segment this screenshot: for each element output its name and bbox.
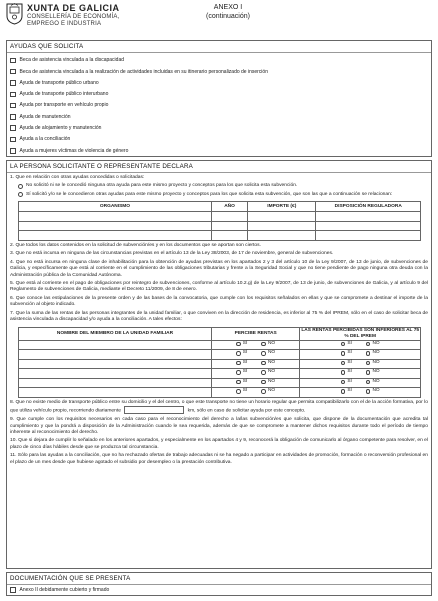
receives-income-cell (211, 340, 299, 350)
aid-option-label: Ayuda a mujeres víctimas de violencia de género (19, 147, 129, 154)
below-iprem-no-option[interactable] (366, 388, 380, 394)
below-iprem-no-option[interactable] (366, 369, 380, 375)
aid-option[interactable] (10, 145, 428, 156)
aid-option[interactable] (10, 77, 428, 88)
receives-income-yes-radio[interactable] (236, 389, 241, 394)
receives-income-yes-label: SÍ (242, 369, 248, 375)
table-cell[interactable] (248, 212, 316, 222)
aid-checkbox[interactable] (10, 137, 16, 143)
receives-income-no-label: NO (267, 369, 276, 375)
table-row (19, 231, 421, 241)
aid-checkbox[interactable] (10, 92, 16, 98)
receives-income-yes-radio[interactable] (236, 342, 241, 347)
aid-option[interactable] (10, 100, 428, 111)
aid-option[interactable] (10, 111, 428, 122)
col-organismo: ORGANISMO (19, 202, 212, 212)
declaration-item-9: 9. Que cumple con los requisitos necesarios en cada caso para el reconocimiento del derecho a la/las subvención/es que solicita, que dispone de la documentación que acredita tal cumplimiento y que la pondrá a disposición de la Administración cuando le sea requerida, además de que se compromete a mantener dichos requisitos durante todo el período de tiempo inherente al reconocimiento del derecho. (10, 417, 428, 435)
receives-income-no-option[interactable] (261, 379, 275, 385)
below-iprem-no-label: NO (372, 378, 380, 384)
member-name-cell[interactable] (19, 369, 212, 379)
below-iprem-no-radio[interactable] (366, 351, 371, 356)
below-iprem-no-label: NO (372, 369, 380, 375)
family-income-table (18, 327, 421, 398)
receives-income-yes-option[interactable] (236, 369, 247, 375)
receives-income-no-option[interactable] (261, 350, 275, 356)
documentation-section-title: DOCUMENTACIÓN QUE SE PRESENTA (7, 573, 431, 585)
receives-income-no-label: NO (267, 340, 276, 346)
declaration-item-10: 10. Que si dejara de cumplir lo señalado en los anteriores apartados, y especialmente en los apartados 4 y 9, reconocerá la obligación de comunicarlo al órgano competente para resolver, en el plazo de cinco días hábiles desde que se produzca tal circunstancia. (10, 438, 428, 450)
aid-option-label: Beca de asistencia vinculada a la realización de actividades incluidas en su itinerario personalizado de inserción (19, 68, 268, 75)
below-iprem-yes-option[interactable] (341, 388, 352, 394)
below-iprem-yes-option[interactable] (341, 360, 352, 366)
receives-income-no-label: NO (267, 388, 276, 394)
table-row (19, 212, 421, 222)
below-iprem-no-radio[interactable] (366, 389, 371, 394)
receives-income-yes-option[interactable] (236, 360, 247, 366)
receives-income-yes-option[interactable] (236, 379, 247, 385)
below-iprem-yes-label: SÍ (347, 340, 352, 346)
table-cell[interactable] (316, 221, 421, 231)
receives-income-yes-label: SÍ (242, 378, 248, 384)
receives-income-yes-radio[interactable] (236, 380, 241, 385)
below-iprem-no-label: NO (372, 350, 380, 356)
below-iprem-yes-option[interactable] (341, 369, 352, 375)
col-ano: AÑO (211, 202, 247, 212)
declaration-item-6: 6. Que conoce las estipulaciones de la presente orden y de las bases de la convocatoria, que cumple con los requisitos señalados en ellas y que se compromete a destinar el importe de la subvención al objeto indicado. (10, 295, 428, 308)
member-name-cell[interactable] (19, 388, 212, 398)
col-member-name: NOMBRE DEL MIEMBRO DE LA UNIDAD FAMILIAR (19, 327, 212, 340)
annex-title: ANEXO I (213, 4, 243, 11)
daily-km-input[interactable] (124, 406, 184, 414)
declaration-item-8 (10, 400, 428, 415)
table-cell[interactable] (211, 212, 247, 222)
logo-sub-text-2: EMPREGO E INDUSTRIA (27, 21, 102, 28)
below-iprem-yes-label: SÍ (347, 350, 352, 356)
option-yes-other-aid-radio[interactable] (18, 192, 23, 197)
documentation-item-label: Anexo II debidamente cubierto y firmado (19, 586, 110, 593)
aid-checkbox[interactable] (10, 125, 16, 131)
aids-section (6, 40, 432, 157)
below-iprem-no-label: NO (372, 340, 380, 346)
receives-income-no-option[interactable] (261, 360, 275, 366)
member-name-cell[interactable] (19, 350, 212, 360)
receives-income-no-label: NO (267, 378, 276, 384)
below-iprem-yes-radio[interactable] (341, 389, 346, 394)
receives-income-cell (211, 388, 299, 398)
receives-income-no-radio[interactable] (261, 380, 266, 385)
col-disposicion: DISPOSICIÓN REGULADORA (316, 202, 421, 212)
table-row (19, 388, 421, 398)
option-no-other-aid-radio[interactable] (18, 184, 23, 189)
option-yes-other-aid[interactable] (18, 192, 428, 198)
aid-checkbox[interactable] (10, 103, 16, 109)
below-iprem-cell (300, 340, 421, 350)
receives-income-cell (211, 378, 299, 388)
table-cell[interactable] (19, 231, 212, 241)
below-iprem-no-label: NO (372, 359, 380, 365)
receives-income-no-radio[interactable] (261, 361, 266, 366)
option-yes-other-aid-label: Sí solicitó y/o se le concedieron otras ayudas para este mismo proyecto y conceptos para los que solicita esta subvención, que son las que a continuación se relacionan: (26, 191, 393, 197)
table-cell[interactable] (211, 221, 247, 231)
below-iprem-no-option[interactable] (366, 379, 380, 385)
receives-income-yes-label: SÍ (242, 350, 248, 356)
option-no-other-aid-label: No solicitó ni se le concedió ninguna otra ayuda para este mismo proyecto y conceptos para los que solicita esta subvención. (26, 183, 298, 189)
aid-option[interactable] (10, 89, 428, 100)
declaration-item-7: 7. Que la suma de las rentas de las personas integrantes de la unidad familiar, o que conviven en la dirección de residencia, es inferior al 75 % del IPREM, sólo en el caso de solicitar beca de asistencia vinculada a discapacidad y/o ayuda a la conciliación. A tales efectos: (10, 310, 428, 323)
below-iprem-no-label: NO (372, 388, 380, 394)
below-iprem-yes-radio[interactable] (341, 370, 346, 375)
receives-income-cell (211, 369, 299, 379)
table-cell[interactable] (211, 231, 247, 241)
receives-income-cell (211, 350, 299, 360)
aid-option-label: Ayuda a la conciliación (19, 136, 71, 143)
below-iprem-yes-radio[interactable] (341, 351, 346, 356)
declaration-item-5: 5. Que está al corriente en el pago de obligaciones por reintegro de subvenciones, conforme al artículo 10.2.g) de la Ley 9/2007, de 13 de junio, de subvenciones de Galicia, y al artículo 9 del Reglamento de subvenciones de Galicia, mediante el Decreto 11/2009, de 8 de enero. (10, 281, 428, 293)
table-row (19, 369, 421, 379)
table-cell[interactable] (316, 212, 421, 222)
logo-main-text: XUNTA DE GALICIA (27, 3, 120, 13)
declaration-item-4: 4. Que no está incursa en ninguna clase de inhabilitación para la obtención de ayudas previstas en los apartados 2 y 3 del artículo 10 de la Ley 9/2007, de 13 de junio, de subvenciones de Galicia, y específicamente que está al corriente en el cumplimiento de las obligaciones tributarias y frente a la Seguridad Social y que no tiene pendiente de pago ninguna otra deuda con la Administración pública de la Comunidad Autónoma. (10, 259, 428, 278)
table-cell[interactable] (19, 221, 212, 231)
below-iprem-yes-radio[interactable] (341, 342, 346, 347)
receives-income-no-radio[interactable] (261, 342, 266, 347)
receives-income-yes-label: SÍ (242, 340, 248, 346)
declaration-section (6, 160, 432, 569)
aid-checkbox[interactable] (10, 58, 16, 64)
other-aids-table (18, 201, 421, 241)
aid-checkbox[interactable] (10, 148, 16, 154)
xunta-logo (6, 3, 120, 28)
below-iprem-yes-radio[interactable] (341, 380, 346, 385)
documentation-section (6, 572, 432, 596)
receives-income-yes-radio[interactable] (236, 351, 241, 356)
aid-option-label: Ayuda de manutención (19, 113, 71, 120)
table-row (19, 359, 421, 369)
below-iprem-cell (300, 350, 421, 360)
below-iprem-yes-label: SÍ (347, 369, 352, 375)
below-iprem-no-radio[interactable] (366, 380, 371, 385)
option-no-other-aid[interactable] (18, 183, 428, 189)
receives-income-no-label: NO (267, 359, 276, 365)
aids-checkbox-list (7, 53, 431, 157)
logo-sub-text-1: CONSELLERÍA DE ECONOMÍA, (27, 14, 120, 21)
declaration-item-1: 1. Que en relación con otras ayudas concedidas o solicitadas: (10, 174, 145, 180)
annex-heading (188, 3, 268, 21)
declaration-item-8-text: 8. Que no existe medio de transporte público entre su domicilio y el del centro, o que este transporte no tiene un horario regular que permita compatibilizarlo con el de la acción formativa, por lo que utiliza vehículo propio, recorriendo diariamente (10, 399, 428, 414)
receives-income-no-option[interactable] (261, 341, 275, 347)
table-cell[interactable] (248, 221, 316, 231)
table-row (19, 350, 421, 360)
below-iprem-yes-option[interactable] (341, 379, 352, 385)
receives-income-cell (211, 359, 299, 369)
below-iprem-yes-label: SÍ (347, 388, 352, 394)
declaration-item-2: 2. Que todos los datos contenidos en la solicitud de subvención/es y en los documentos que se aportan son ciertos. (10, 242, 261, 248)
receives-income-no-radio[interactable] (261, 351, 266, 356)
member-name-cell[interactable] (19, 359, 212, 369)
aid-option-label: Ayuda de alojamiento y manutención (19, 125, 102, 132)
table-row (19, 221, 421, 231)
below-iprem-yes-label: SÍ (347, 359, 352, 365)
aid-option[interactable] (10, 134, 428, 145)
table-cell[interactable] (316, 231, 421, 241)
below-iprem-no-radio[interactable] (366, 342, 371, 347)
aid-option-label: Ayuda de transporte público interurbano (19, 91, 109, 98)
below-iprem-cell (300, 388, 421, 398)
below-iprem-yes-option[interactable] (341, 350, 352, 356)
page-header (6, 3, 432, 33)
below-iprem-no-radio[interactable] (366, 361, 371, 366)
receives-income-yes-radio[interactable] (236, 361, 241, 366)
annex-subtitle: (continuación) (206, 13, 250, 21)
receives-income-yes-option[interactable] (236, 341, 247, 347)
below-iprem-no-option[interactable] (366, 360, 380, 366)
below-iprem-yes-radio[interactable] (341, 361, 346, 366)
below-iprem-no-radio[interactable] (366, 370, 371, 375)
aid-option[interactable] (10, 123, 428, 134)
receives-income-yes-option[interactable] (236, 388, 247, 394)
aid-option-label: Ayuda de transporte público urbano (19, 79, 99, 86)
col-receives-income: PERCIBE RENTAS (211, 327, 299, 340)
table-row (19, 378, 421, 388)
declaration-item-11: 11. Sólo para las ayudas a la conciliación, que no ha rechazado ofertas de trabajo adecuadas ni se ha negado a participar en actividades de promoción, formación o reconversión profesional en el plazo de un mes desde que hubiese agotado el subsidio por desempleo o la prestación contributiva. (10, 453, 428, 465)
galicia-shield-icon (6, 3, 23, 25)
table-row (19, 340, 421, 350)
receives-income-yes-label: SÍ (242, 388, 248, 394)
aid-option[interactable] (10, 55, 428, 66)
aid-checkbox[interactable] (10, 114, 16, 120)
aid-option-label: Beca de asistencia vinculada a la discapacidad (19, 57, 125, 64)
declaration-item-3: 3. Que no está incursa en ninguna de las circunstancias previstas en el artículo 13 de la Ley 38/2003, de 17 de noviembre, general de subvenciones. (10, 251, 334, 257)
member-name-cell[interactable] (19, 378, 212, 388)
aid-checkbox[interactable] (10, 69, 16, 75)
receives-income-no-radio[interactable] (261, 389, 266, 394)
aids-section-title: AYUDAS QUE SOLICITA (7, 41, 431, 53)
receives-income-yes-label: SÍ (242, 359, 248, 365)
table-cell[interactable] (248, 231, 316, 241)
below-iprem-cell (300, 378, 421, 388)
below-iprem-no-option[interactable] (366, 350, 380, 356)
table-cell[interactable] (19, 212, 212, 222)
aid-option[interactable] (10, 66, 428, 77)
receives-income-yes-option[interactable] (236, 350, 247, 356)
member-name-cell[interactable] (19, 340, 212, 350)
receives-income-no-label: NO (267, 350, 276, 356)
below-iprem-yes-label: SÍ (347, 378, 352, 384)
below-iprem-cell (300, 359, 421, 369)
col-importe: IMPORTE (€) (248, 202, 316, 212)
documentation-item[interactable] (7, 585, 431, 595)
receives-income-no-radio[interactable] (261, 370, 266, 375)
aid-checkbox[interactable] (10, 80, 16, 86)
receives-income-no-option[interactable] (261, 369, 275, 375)
aid-option-label: Ayuda por transporte en vehículo propio (19, 102, 109, 109)
below-iprem-no-option[interactable] (366, 341, 380, 347)
below-iprem-cell (300, 369, 421, 379)
declaration-section-title: LA PERSONA SOLICITANTE O REPRESENTANTE DECLARA (7, 161, 431, 173)
receives-income-no-option[interactable] (261, 388, 275, 394)
col-income-below-iprem: LAS RENTAS PERCIBIDAS SON INFERIORES AL 75 % DEL IPREM (301, 327, 420, 339)
receives-income-yes-radio[interactable] (236, 370, 241, 375)
below-iprem-yes-option[interactable] (341, 341, 352, 347)
annex-ii-checkbox[interactable] (10, 587, 16, 593)
declaration-item-8-suffix: km, sólo en caso de solicitar ayuda por este concepto. (187, 408, 306, 414)
